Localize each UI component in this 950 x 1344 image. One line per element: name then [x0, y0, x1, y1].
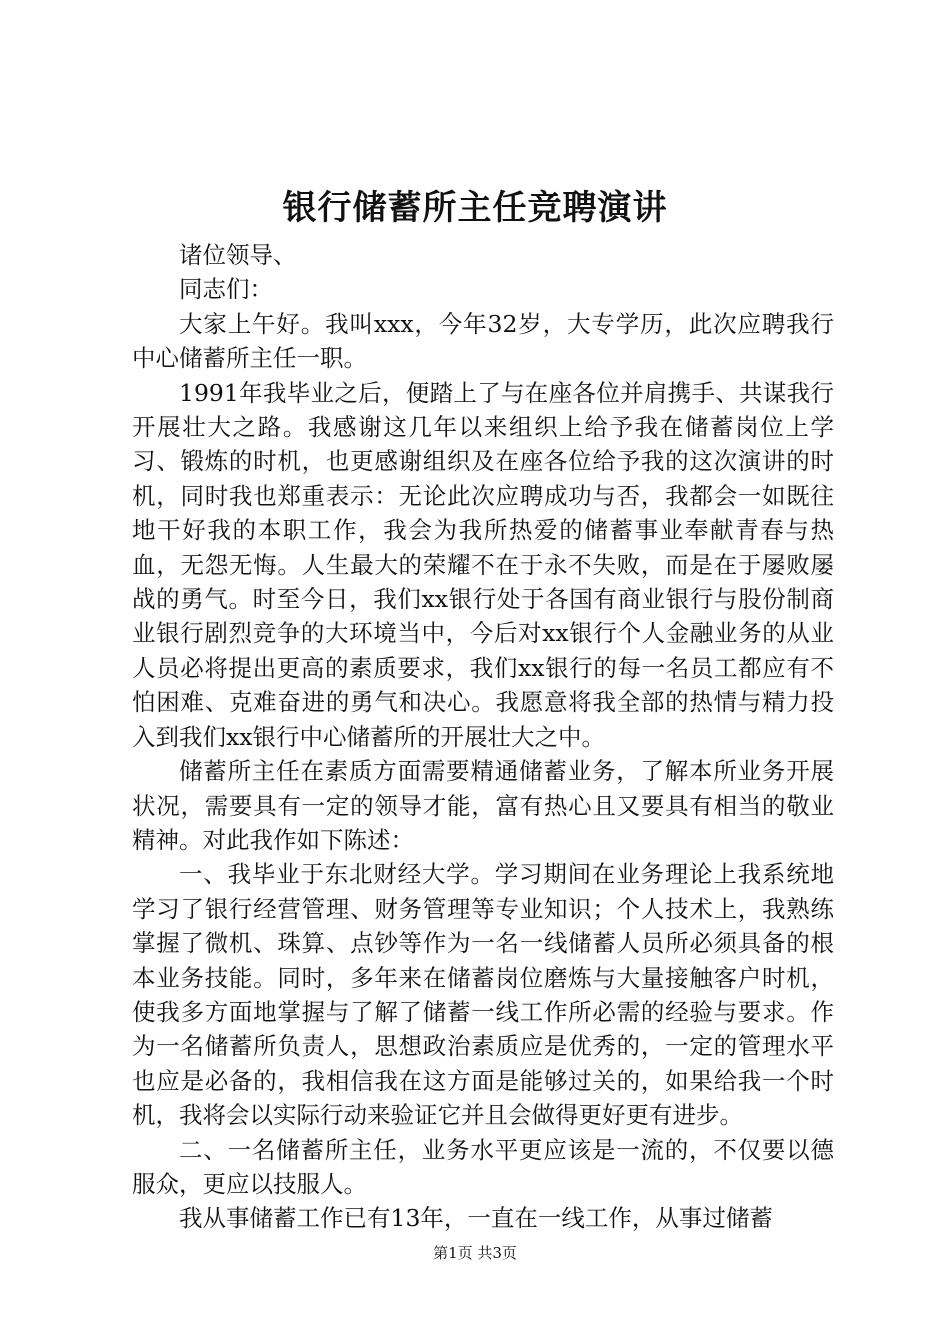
paragraph-background: 1991年我毕业之后，便踏上了与在座各位并肩携手、共谋我行开展壮大之路。我感谢这几年以来组织上给予我在储蓄岗位上学习、锻炼的时机，也更感谢组织及在座各位给予我的这次演讲的时机，同时我也郑重表示：无论此次应聘成功与否，我都会一如既往地干好我的本职工作，我会为我所热爱的储蓄事业奉献青春与热血，无怨无悔。人生最大的荣耀不在于永不失败，而是在于屡败屡战的勇气。时至今日，我们xx银行处于各国有商业银行与股份制商业银行剧烈竞争的大环境当中，今后对xx银行个人金融业务的从业人员必将提出更高的素质要求，我们xx银行的每一名员工都应有不怕困难、克难奋进的勇气和决心。我愿意将我全部的热情与精力投入到我们xx银行中心储蓄所的开展壮大之中。 — [132, 378, 834, 751]
paragraph-experience: 我从事储蓄工作已有13年，一直在一线工作，从事过储蓄 — [179, 1204, 773, 1233]
paragraph-introduction: 大家上午好。我叫xxx，今年32岁，大专学历，此次应聘我行中心储蓄所主任一职。 — [132, 309, 834, 373]
salutation-leaders: 诸位领导、 — [179, 241, 297, 269]
paragraph-point-two: 二、一名储蓄所主任，业务水平更应该是一流的，不仅要以德服众，更应以技服人。 — [132, 1135, 834, 1198]
paragraph-requirements: 储蓄所主任在素质方面需要精通储蓄业务，了解本所业务开展状况，需要具有一定的领导才能，富有热心且又要具有相当的敬业精神。对此我作如下陈述： — [132, 757, 834, 854]
page-footer: 第1页 共3页 — [433, 1244, 517, 1262]
document-title: 银行储蓄所主任竞聘演讲 — [282, 188, 668, 228]
paragraph-point-one: 一、我毕业于东北财经大学。学习期间在业务理论上我系统地学习了银行经营管理、财务管理等专业知识；个人技术上，我熟练掌握了微机、珠算、点钞等作为一名一线储蓄人员所必须具备的根本业务技能。同时，多年来在储蓄岗位磨炼与大量接触客户时机，使我多方面地掌握与了解了储蓄一线工作所必需的经验与要求。作为一名储蓄所负责人，思想政治素质应是优秀的，一定的管理水平也应是必备的，我相信我在这方面是能够过关的，如果给我一个时机，我将会以实际行动来验证它并且会做得更好更有进步。 — [132, 860, 834, 1130]
salutation-comrades: 同志们： — [179, 275, 273, 304]
document-body — [132, 238, 834, 1236]
